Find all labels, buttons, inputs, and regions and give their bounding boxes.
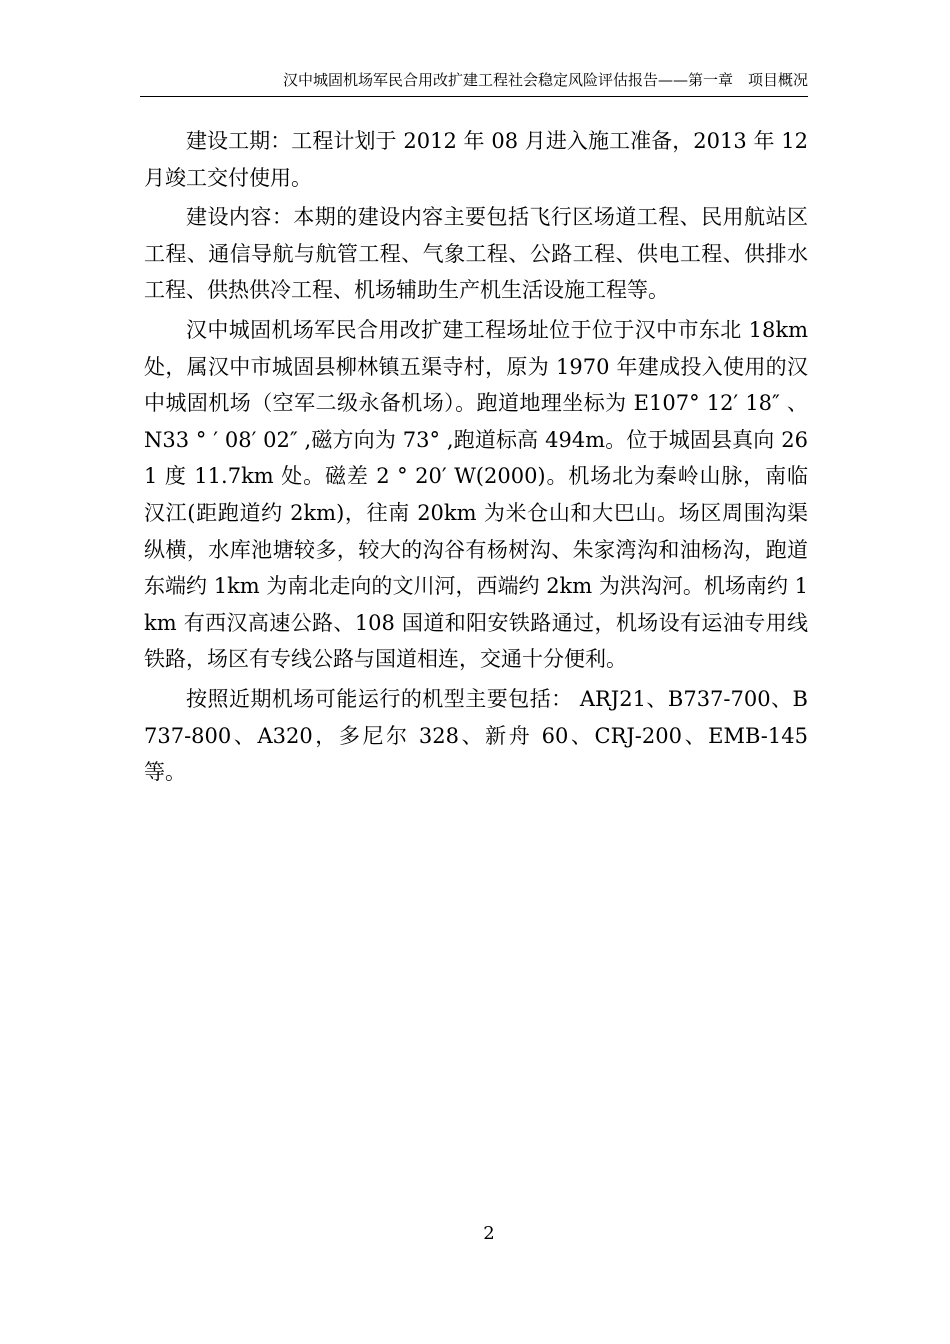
header-rule (140, 96, 808, 97)
paragraph-construction-content: 建设内容：本期的建设内容主要包括飞行区场道工程、民用航站区工程、通信导航与航管工程、气象工程、公路工程、供电工程、供排水工程、供热供冷工程、机场辅助生产机生活设施工程等。 (144, 205, 808, 303)
paragraph-construction-period: 建设工期：工程计划于 2012 年 08 月进入施工准备，2013 年 12 月竣工交付使用。 (144, 129, 808, 190)
running-header: 汉中城固机场军民合用改扩建工程社会稳定风险评估报告——第一章 项目概况 (282, 71, 808, 89)
paragraph-aircraft-types: 按照近期机场可能运行的机型主要包括： ARJ21、B737-700、B737-800、A320，多尼尔 328、新舟 60、CRJ-200、EMB-145 等。 (144, 686, 808, 785)
paragraph-site-location: 汉中城固机场军民合用改扩建工程场址位于位于汉中市东北 18km 处，属汉中市城固县柳林镇五渠寺村，原为 1970 年建成投入使用的汉中城固机场（空军二级永备机场）。跑道地理坐标为 E107° 12′ 18″ 、N33 ° ′ 08′ 02″ ,磁方向为 73° ,跑道标高 494m。位于城固县真向 261 度 11.7km 处。磁差 2 ° 20′ W(2000)。机场北为秦岭山脉，南临汉江(距跑道约 2km)，往南 20km 为米仓山和大巴山。场区周围沟渠纵横，水库池塘较多，较大的沟谷有杨树沟、朱家湾沟和油杨沟，跑道东端约 1km 为南北走向的文川河，西端约 2km 为洪沟河。机场南约 1km 有西汉高速公路、108 国道和阳安铁路通过，机场设有运油专用线铁路，场区有专线公路与国道相连，交通十分便利。 (144, 317, 808, 672)
page-number: 2 (483, 1223, 495, 1244)
body-text (144, 123, 808, 791)
